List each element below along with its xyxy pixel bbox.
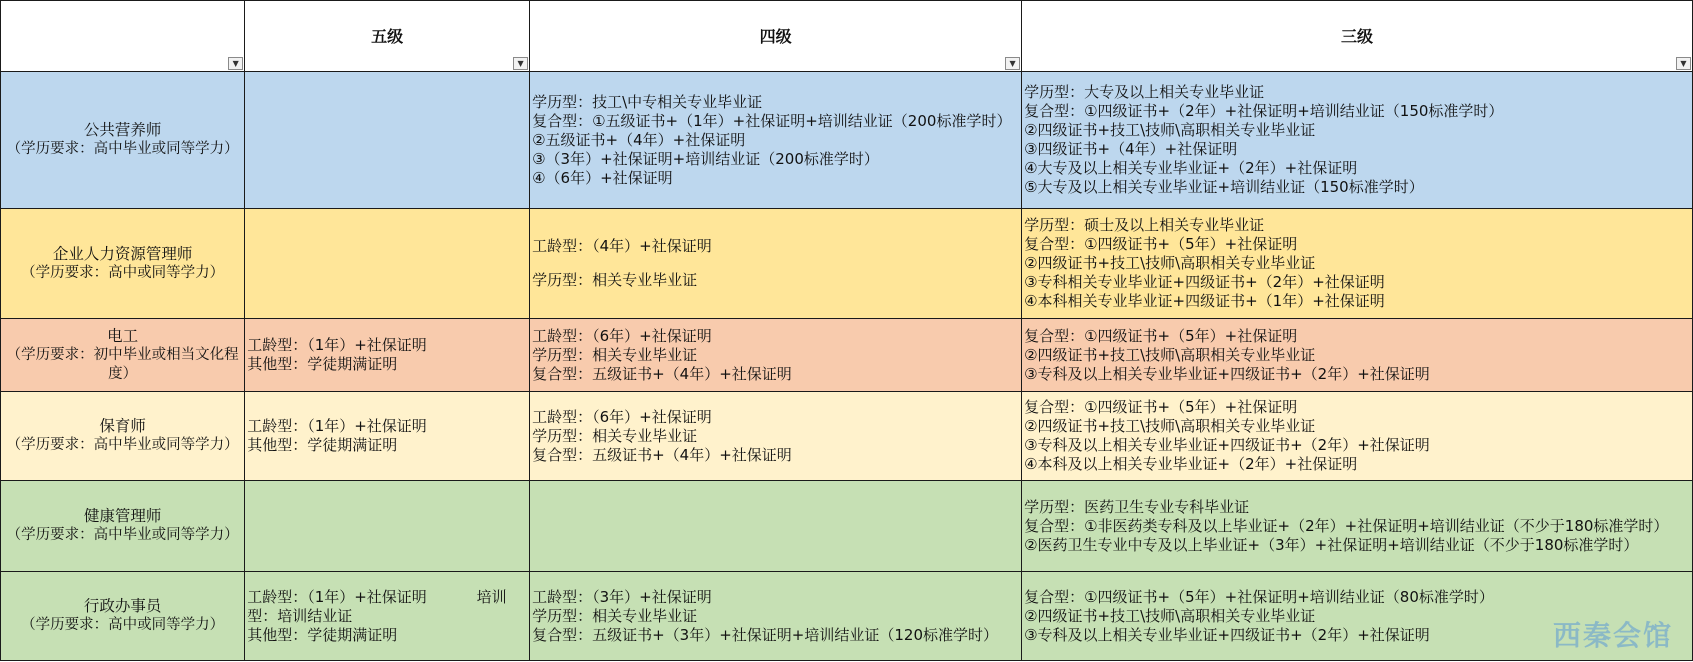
filter-dropdown-icon[interactable]: ▼: [1005, 57, 1020, 70]
table-row: [1, 209, 1693, 319]
education-requirement: （学历要求：高中或同等学力）: [21, 264, 225, 281]
criteria-line: ④（6年）+社保证明: [532, 168, 673, 187]
level5-criteria-cell: [245, 481, 530, 572]
occupation-cell: [1, 209, 245, 319]
header-level3: 三级 ▼: [1022, 1, 1693, 72]
level4-criteria-cell: [530, 392, 1022, 481]
header-level5: 五级 ▼: [245, 1, 530, 72]
criteria-line: 复合型：①四级证书+（5年）+社保证明+培训结业证（80标准学时）: [1024, 587, 1494, 606]
criteria-line: 工龄型：（6年）+社保证明: [532, 326, 712, 345]
criteria-line: ⑤大专及以上相关专业毕业证+培训结业证（150标准学时）: [1024, 178, 1424, 196]
criteria-line: 学历型：相关专业毕业证: [532, 426, 698, 445]
criteria-line: 工龄型：（1年）+社保证明 培训: [247, 587, 507, 606]
education-requirement: （学历要求：高中毕业或同等学力）: [6, 527, 239, 543]
level3-criteria-cell: [1022, 481, 1693, 572]
criteria-line: 学历型：大专及以上相关专业毕业证: [1024, 83, 1265, 101]
watermark-logo: 西秦会馆: [1552, 619, 1673, 652]
occupation-title: 公共营养师: [83, 121, 162, 139]
level4-criteria-cell: [530, 572, 1022, 661]
criteria-line: ③四级证书+（4年）+社保证明: [1024, 140, 1238, 158]
criteria-line: ②四级证书+技工\技师\高职相关专业毕业证: [1024, 606, 1316, 625]
level5-criteria-cell: [245, 392, 530, 481]
criteria-line: [532, 256, 1019, 271]
criteria-line: ②四级证书+技工\技师\高职相关专业毕业证: [1024, 417, 1316, 435]
criteria-line: 学历型：医药卫生专业专科毕业证: [1024, 497, 1250, 516]
criteria-line: ③专科及以上相关专业毕业证+四级证书+（2年）+社保证明: [1024, 625, 1430, 644]
table-row: [1, 481, 1693, 572]
level5-criteria-cell: [245, 572, 530, 661]
filter-dropdown-icon[interactable]: ▼: [1676, 57, 1691, 70]
level3-criteria-cell: [1022, 72, 1693, 209]
criteria-line: 复合型：①四级证书+（5年）+社保证明: [1024, 398, 1298, 416]
filter-dropdown-icon[interactable]: ▼: [513, 57, 528, 70]
occupation-title: 行政办事员: [83, 597, 162, 615]
criteria-line: 复合型：五级证书+（3年）+社保证明+培训结业证（120标准学时）: [532, 625, 998, 644]
criteria-line: 学历型：相关专业毕业证: [532, 606, 698, 625]
criteria-line: 学历型：相关专业毕业证: [532, 345, 698, 364]
table-row: [1, 319, 1693, 392]
occupation-title: 保育师: [99, 417, 146, 435]
criteria-line: 工龄型：（4年）+社保证明: [532, 237, 712, 255]
level5-criteria-cell: [245, 209, 530, 319]
criteria-line: ②医药卫生专业中专及以上毕业证+（3年）+社保证明+培训结业证（不少于180标准学时）: [1024, 535, 1639, 554]
criteria-line: 学历型：相关专业毕业证: [532, 271, 698, 289]
criteria-line: 复合型：①四级证书+（5年）+社保证明: [1024, 235, 1298, 253]
criteria-line: 工龄型：（1年）+社保证明: [247, 417, 427, 435]
occupation-title: 企业人力资源管理师: [52, 244, 193, 263]
header-blank: [1, 1, 245, 72]
level5-criteria-cell: [245, 72, 530, 209]
level4-criteria-cell: [530, 72, 1022, 209]
criteria-line: ②四级证书+技工\技师\高职相关专业毕业证: [1024, 254, 1316, 272]
criteria-line: 其他型：学徒期满证明: [247, 436, 398, 454]
criteria-line: 学历型：技工\中专相关专业毕业证: [532, 92, 763, 111]
criteria-line: 复合型：①四级证书+（2年）+社保证明+培训结业证（150标准学时）: [1024, 102, 1504, 120]
criteria-line: 复合型：五级证书+（4年）+社保证明: [532, 364, 792, 383]
level3-criteria-cell: [1022, 392, 1693, 481]
table-row: [1, 572, 1693, 661]
criteria-line: ②五级证书+（4年）+社保证明: [532, 130, 746, 149]
education-requirement: （学历要求：高中毕业或同等学力）: [6, 141, 239, 157]
education-requirement: （学历要求：高中或同等学力）: [21, 617, 225, 633]
occupation-cell: [1, 72, 245, 209]
criteria-line: ③专科及以上相关专业毕业证+四级证书+（2年）+社保证明: [1024, 364, 1430, 383]
criteria-line: 复合型：①非医药类专科及以上毕业证+（2年）+社保证明+培训结业证（不少于180标准学时）: [1024, 516, 1669, 535]
criteria-line: ④大专及以上相关专业毕业证+（2年）+社保证明: [1024, 159, 1358, 177]
criteria-line: ②四级证书+技工\技师\高职相关专业毕业证: [1024, 121, 1316, 139]
criteria-line: 学历型：硕士及以上相关专业毕业证: [1024, 216, 1265, 234]
criteria-line: ②四级证书+技工\技师\高职相关专业毕业证: [1024, 345, 1316, 364]
criteria-line: 型：培训结业证: [247, 606, 353, 625]
level5-criteria-cell: [245, 319, 530, 392]
level4-criteria-cell: [530, 319, 1022, 392]
education-requirement: （学历要求：初中毕业或相当文化程度）: [6, 346, 239, 382]
level3-criteria-cell: [1022, 209, 1693, 319]
occupation-title: 健康管理师: [83, 507, 162, 525]
occupation-cell: [1, 481, 245, 572]
criteria-line: ④本科及以上相关专业毕业证+（2年）+社保证明: [1024, 455, 1358, 473]
occupation-cell: [1, 572, 245, 661]
level4-criteria-cell: [530, 481, 1022, 572]
criteria-line: 复合型：①五级证书+（1年）+社保证明+培训结业证（200标准学时）: [532, 111, 1012, 130]
criteria-line: ③专科及以上相关专业毕业证+四级证书+（2年）+社保证明: [1024, 436, 1430, 454]
level3-criteria-cell: [1022, 319, 1693, 392]
filter-dropdown-icon[interactable]: ▼: [228, 57, 243, 70]
header-level4: 四级 ▼: [530, 1, 1022, 72]
occupation-cell: [1, 392, 245, 481]
criteria-line: 工龄型：（3年）+社保证明: [532, 587, 712, 606]
level4-criteria-cell: [530, 209, 1022, 319]
criteria-line: ③（3年）+社保证明+培训结业证（200标准学时）: [532, 149, 879, 168]
table-row: [1, 72, 1693, 209]
criteria-line: 复合型：①四级证书+（5年）+社保证明: [1024, 326, 1298, 345]
criteria-line: 其他型：学徒期满证明: [247, 625, 398, 644]
table-row: [1, 392, 1693, 481]
criteria-line: 复合型：五级证书+（4年）+社保证明: [532, 445, 792, 464]
occupation-cell: [1, 319, 245, 392]
header-row: [1, 1, 1693, 72]
criteria-line: 其他型：学徒期满证明: [247, 355, 398, 373]
criteria-line: 工龄型：（1年）+社保证明: [247, 336, 427, 354]
criteria-line: ④本科相关专业毕业证+四级证书+（1年）+社保证明: [1024, 292, 1385, 310]
criteria-line: ③专科相关专业毕业证+四级证书+（2年）+社保证明: [1024, 273, 1385, 291]
criteria-line: 工龄型：（6年）+社保证明: [532, 407, 712, 426]
education-requirement: （学历要求：高中毕业或同等学力）: [6, 437, 239, 453]
occupation-title: 电工: [107, 326, 139, 345]
